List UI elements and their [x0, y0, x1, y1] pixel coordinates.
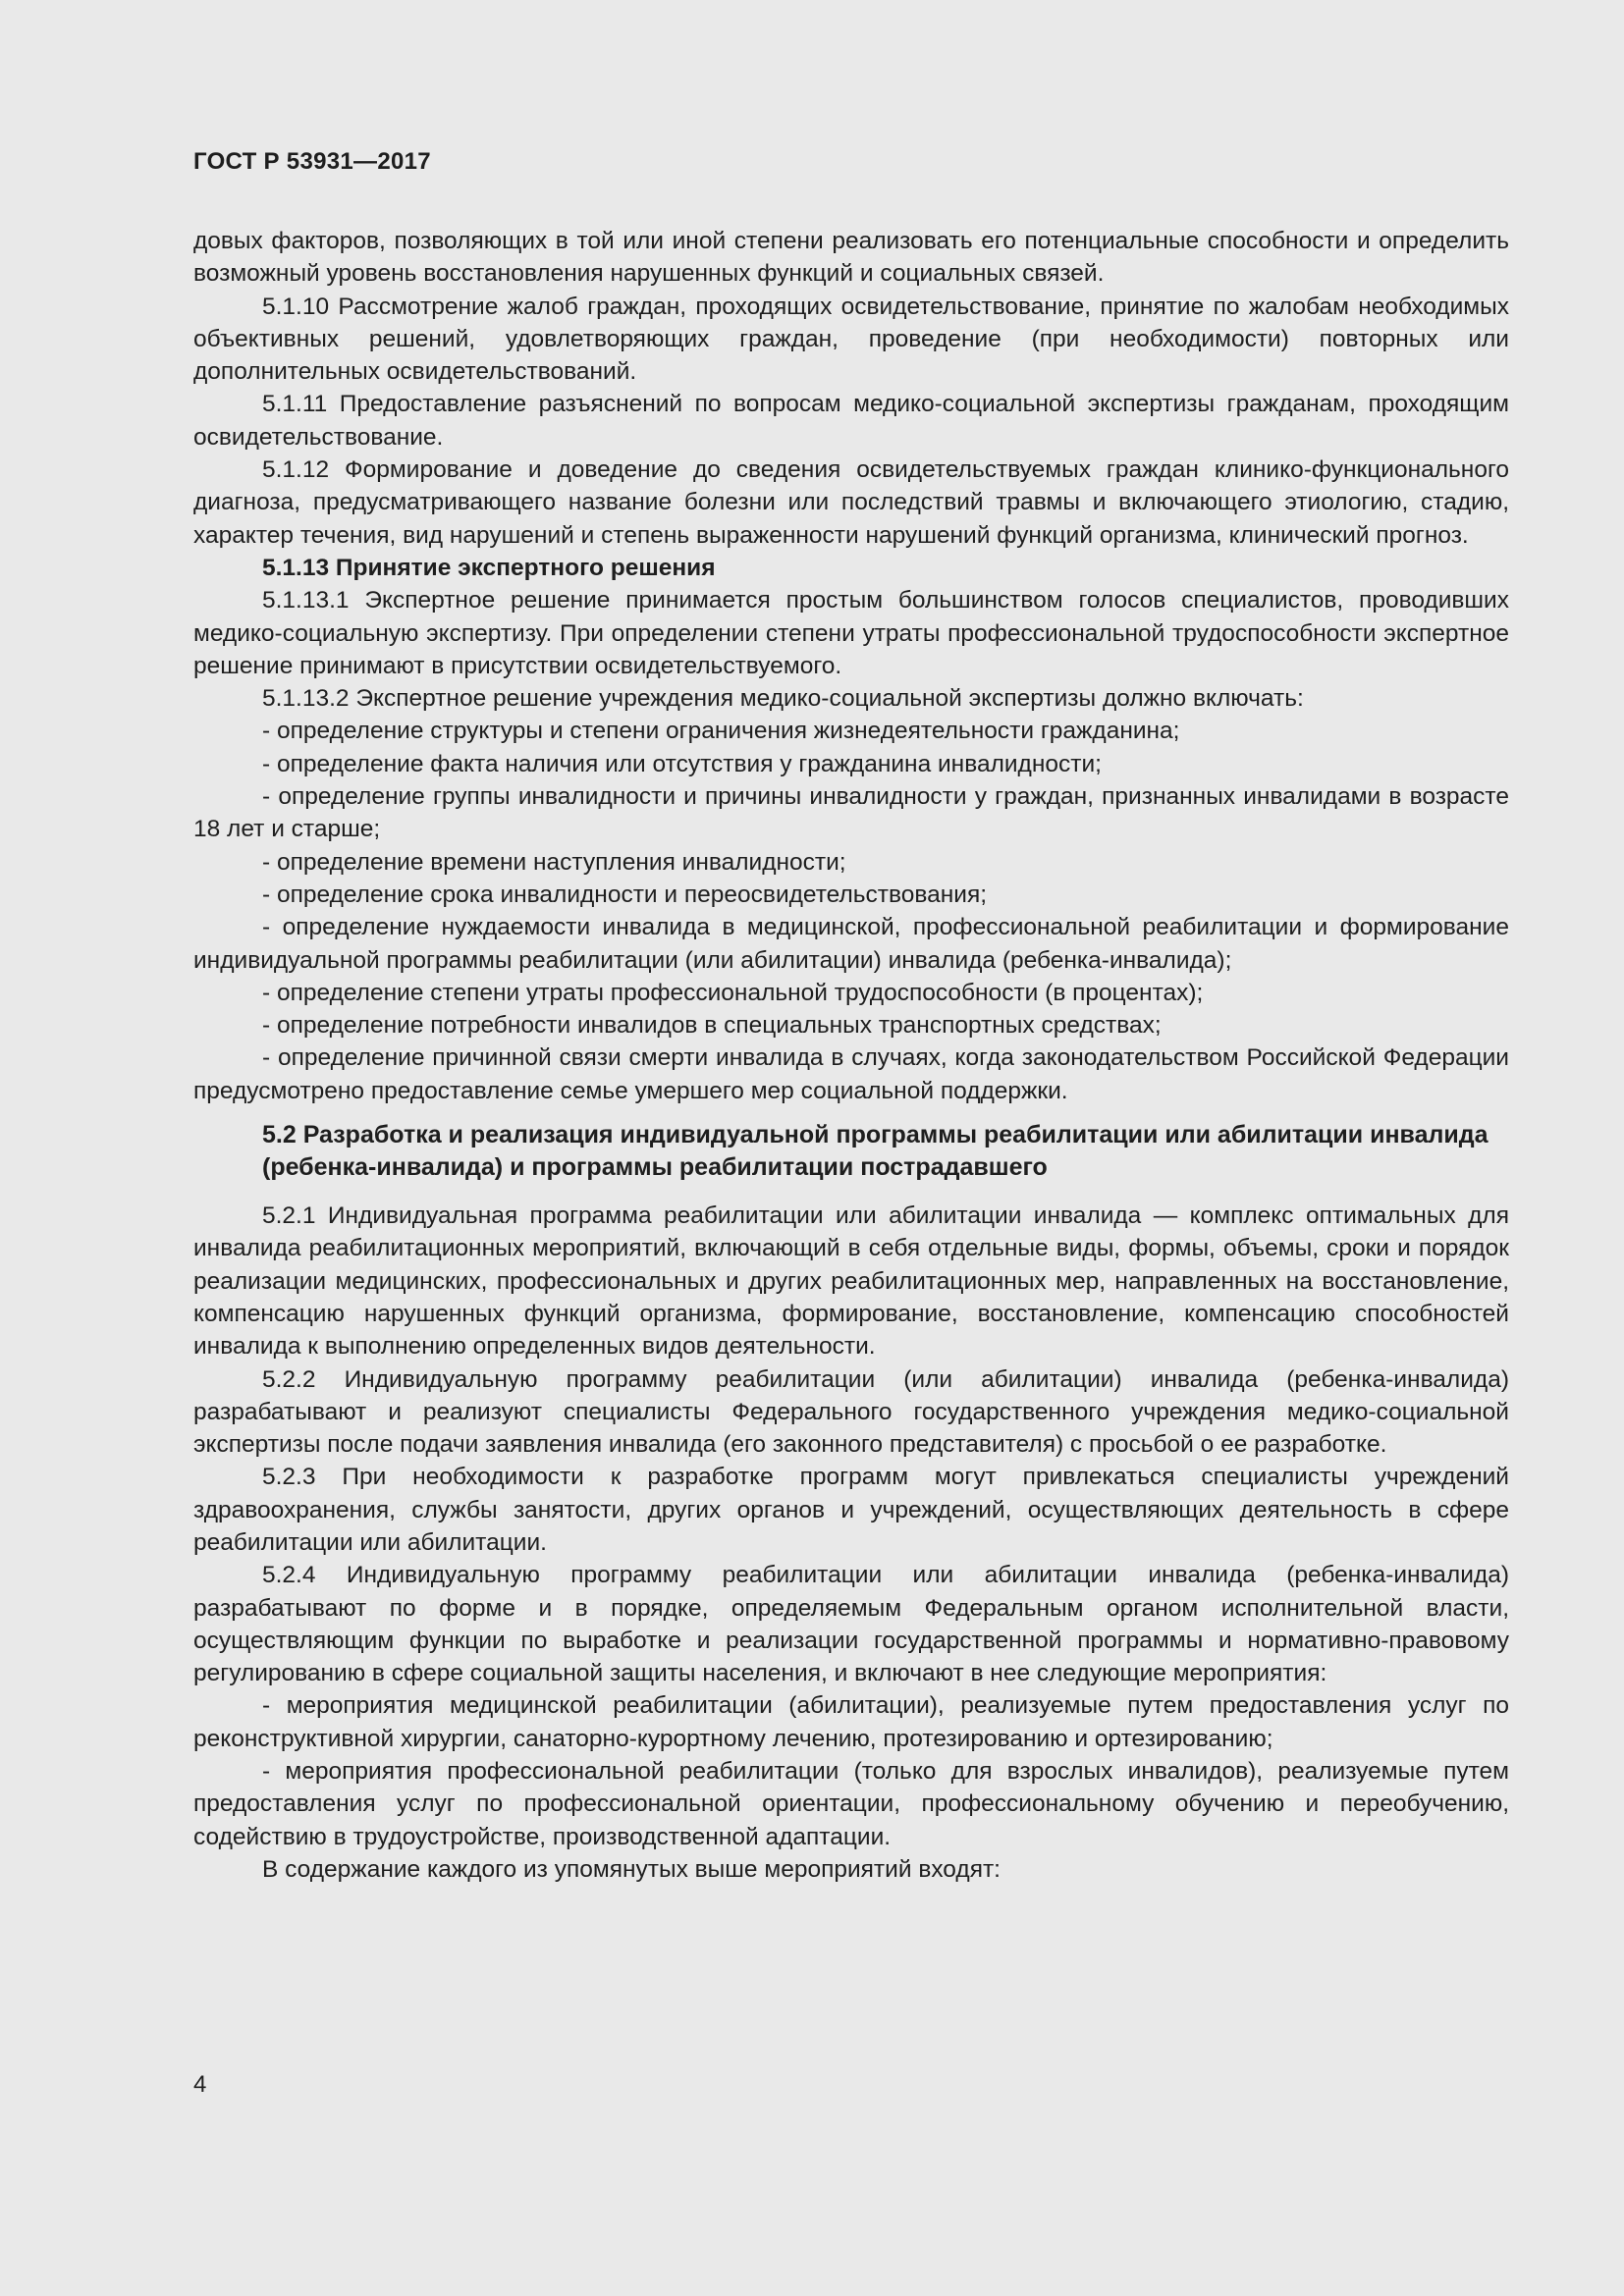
- paragraph: 5.2.2 Индивидуальную программу реабилитации (или абилитации) инвалида (ребенка-инвалида) разрабатывают и реализуют специалисты Федерального государственного учреждения медико-социальной экспертизы после подачи заявления инвалида (его законного представителя) с просьбой о ее разработке.: [193, 1365, 1509, 1459]
- paragraph: 5.1.11 Предоставление разъяснений по вопросам медико-социальной экспертизы гражданам, проходящим освидетельствование.: [193, 391, 1509, 451]
- paragraph: - определение степени утраты профессиональной трудоспособности (в процентах);: [262, 979, 1204, 1006]
- page-header: ГОСТ Р 53931—2017: [193, 148, 431, 175]
- paragraph: - определение причинной связи смерти инвалида в случаях, когда законодательством Российской Федерации предусмотрено предоставление семье умершего мер социальной поддержки.: [193, 1044, 1509, 1104]
- paragraph: - мероприятия медицинской реабилитации (абилитации), реализуемые путем предоставления услуг по реконструктивной хирургии, санаторно-курортному лечению, протезированию и ортезированию;: [193, 1692, 1509, 1752]
- paragraph: 5.2.3 При необходимости к разработке программ могут привлекаться специалисты учреждений здравоохранения, службы занятости, других органов и учреждений, осуществляющих деятельность в сфере реабилитации или абилитации.: [193, 1464, 1509, 1556]
- paragraph: 5.1.13.2 Экспертное решение учреждения медико-социальной экспертизы должно включать:: [262, 685, 1304, 713]
- paragraph: 5.1.10 Рассмотрение жалоб граждан, проходящих освидетельствование, принятие по жалобам необходимых объективных решений, удовлетворяющих граждан, проведение (при необходимости) повторных или дополнительных освидетельствований.: [193, 293, 1509, 386]
- paragraph: - мероприятия профессиональной реабилитации (только для взрослых инвалидов), реализуемые путем предоставления услуг по профессиональной ориентации, профессиональному обучению и переобучению, содействию в трудоустройстве, производственной адаптации.: [193, 1758, 1509, 1850]
- subsection-heading: 5.1.13 Принятие экспертного решения: [262, 554, 716, 581]
- paragraph: 5.1.13.1 Экспертное решение принимается простым большинством голосов специалистов, проводивших медико-социальную экспертизу. При определении степени утраты профессиональной трудоспособности экспертное решение принимают в присутствии освидетельствуемого.: [193, 587, 1509, 679]
- paragraph: В содержание каждого из упомянутых выше мероприятий входят:: [262, 1855, 1001, 1883]
- paragraph: - определение группы инвалидности и причины инвалидности у граждан, признанных инвалидами в возрасте 18 лет и старше;: [193, 783, 1509, 843]
- paragraph: 5.2.1 Индивидуальная программа реабилитации или абилитации инвалида — комплекс оптимальных для инвалида реабилитационных мероприятий, включающий в себя отдельные виды, формы, объемы, сроки и порядок реализации медицинских, профессиональных и других реабилитационных мер, направленных на восстановление, компенсацию нарушенных функций организма, формирование, восстановление, компенсацию способностей инвалида к выполнению определенных видов деятельности.: [193, 1202, 1509, 1361]
- paragraph: - определение времени наступления инвалидности;: [262, 848, 846, 876]
- paragraph: довых факторов, позволяющих в той или иной степени реализовать его потенциальные способности и определить возможный уровень восстановления нарушенных функций и социальных связей.: [193, 228, 1509, 288]
- section-heading: 5.2 Разработка и реализация индивидуальной программы реабилитации или абилитации инвалида (ребенка-инвалида) и программы реабилитации пострадавшего: [262, 1121, 1489, 1182]
- document-body: [193, 225, 1509, 1886]
- paragraph: - определение структуры и степени ограничения жизнедеятельности гражданина;: [262, 718, 1180, 745]
- paragraph: 5.2.4 Индивидуальную программу реабилитации или абилитации инвалида (ребенка-инвалида) разрабатывают по форме и в порядке, определяемым Федеральным органом исполнительной власти, осуществляющим функции по выработке и реализации государственной программы и нормативно-правовому регулированию в сфере социальной защиты населения, и включают в нее следующие мероприятия:: [193, 1562, 1509, 1687]
- paragraph: 5.1.12 Формирование и доведение до сведения освидетельствуемых граждан клинико-функционального диагноза, предусматривающего название болезни или последствий травмы и включающего этиологию, стадию, характер течения, вид нарушений и степень выраженности нарушений функций организма, клинический прогноз.: [193, 456, 1509, 549]
- paragraph: - определение нуждаемости инвалида в медицинской, профессиональной реабилитации и формирование индивидуальной программы реабилитации (или абилитации) инвалида (ребенка-инвалида);: [193, 914, 1509, 974]
- paragraph: - определение потребности инвалидов в специальных транспортных средствах;: [262, 1012, 1162, 1040]
- paragraph: - определение факта наличия или отсутствия у гражданина инвалидности;: [262, 750, 1102, 777]
- paragraph: - определение срока инвалидности и переосвидетельствования;: [262, 881, 988, 908]
- page-number: 4: [193, 2071, 207, 2098]
